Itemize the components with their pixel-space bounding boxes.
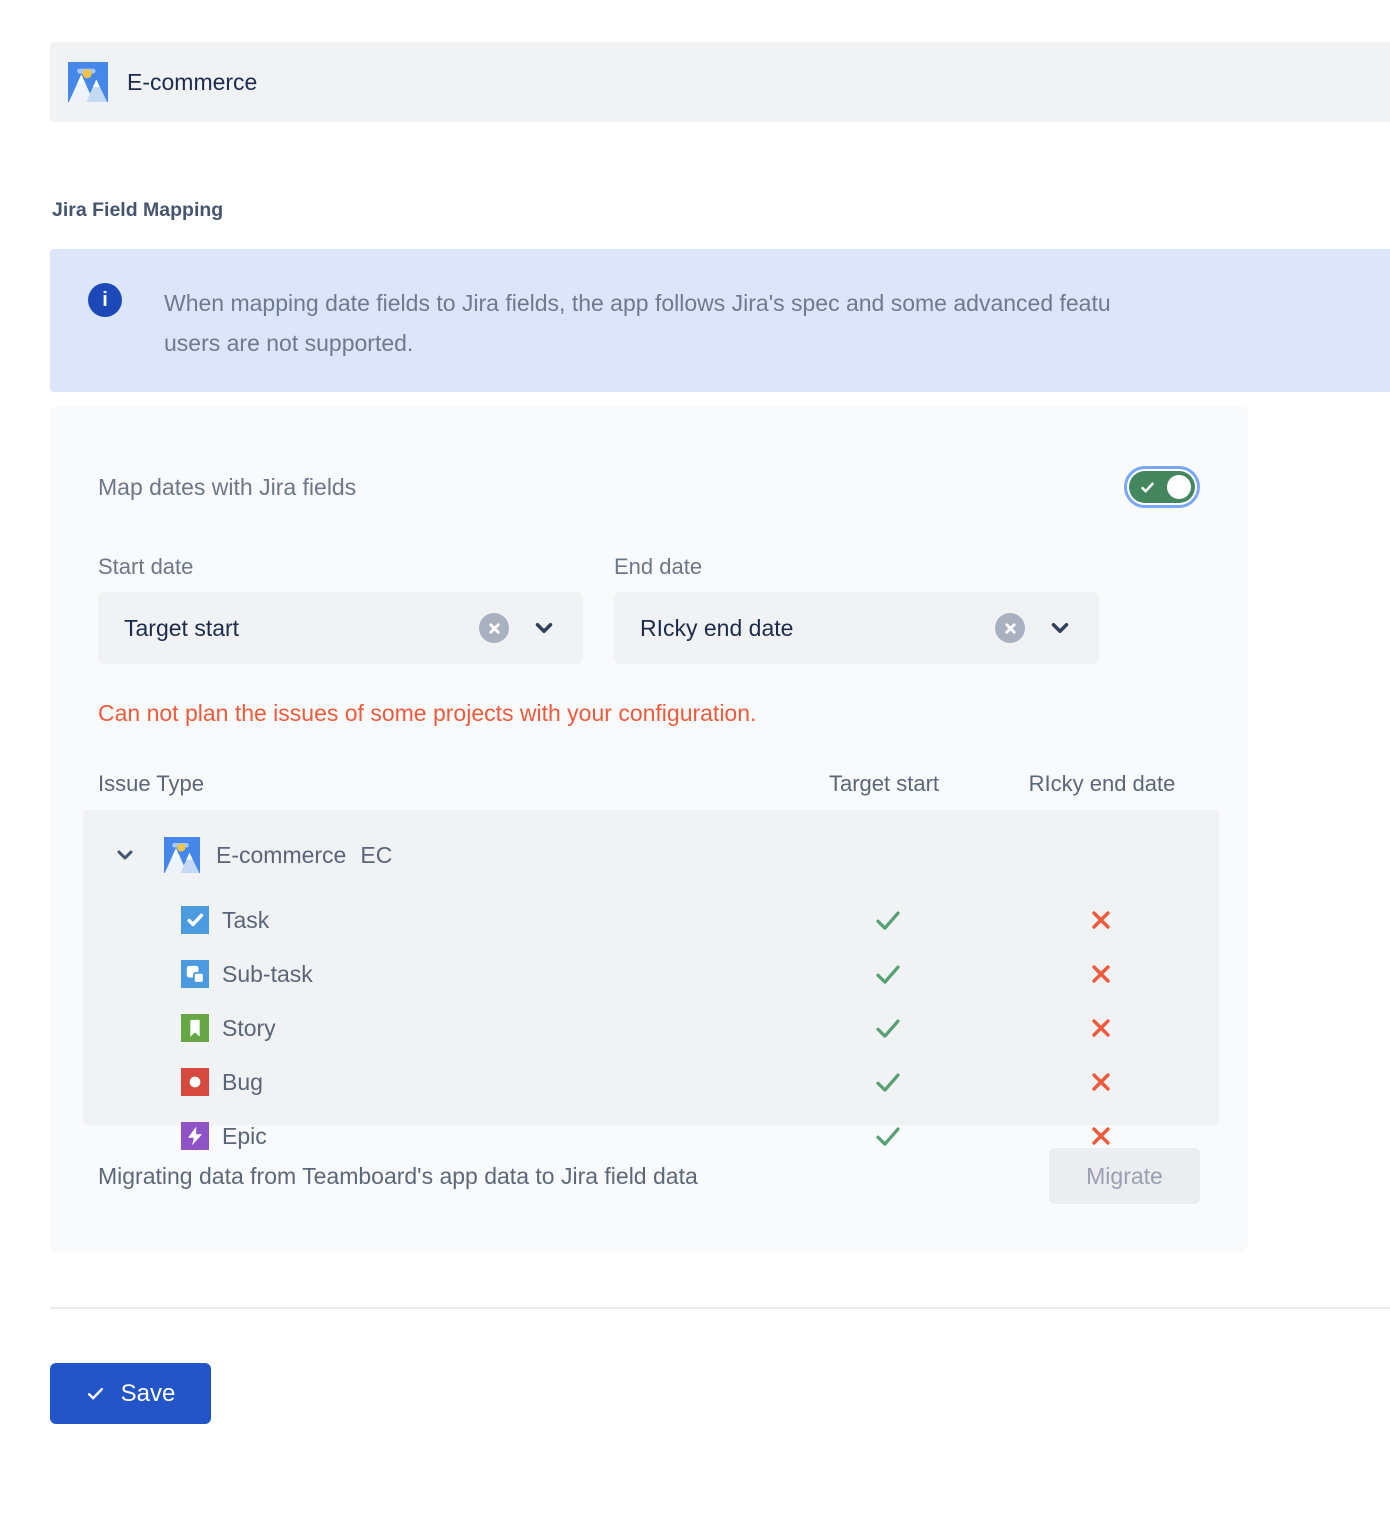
- table-row-task: [113, 893, 1219, 947]
- story-icon: [181, 1014, 209, 1042]
- save-button[interactable]: [50, 1363, 211, 1424]
- table-row-epic: [113, 1109, 1219, 1163]
- start-date-clear-icon[interactable]: [479, 613, 509, 643]
- epic-icon: [181, 1122, 209, 1150]
- project-name: E-commerce: [127, 68, 258, 95]
- save-button-label: Save: [120, 1379, 176, 1407]
- issue-type-label: Bug: [222, 1068, 263, 1095]
- table-row-story: [113, 1001, 1219, 1055]
- cross-icon: [1089, 962, 1113, 986]
- project-group-row[interactable]: [113, 831, 1219, 879]
- end-date-clear-icon[interactable]: [995, 613, 1025, 643]
- issue-type-label: Task: [222, 906, 270, 933]
- end-date-select[interactable]: [614, 592, 1099, 664]
- project-name: E-commerce: [216, 841, 347, 868]
- save-check-icon: [86, 1384, 105, 1403]
- project-avatar: [68, 62, 108, 102]
- page-title: Jira Field Mapping: [52, 199, 224, 221]
- toggle-check-icon: [1140, 480, 1155, 500]
- info-banner-text: [164, 283, 1111, 392]
- issue-type-label: Epic: [222, 1122, 267, 1149]
- cross-icon: [1089, 1124, 1113, 1148]
- expand-chevron-down-icon[interactable]: [113, 843, 137, 867]
- start-date-value: Target start: [124, 614, 240, 641]
- cross-icon: [1089, 1016, 1113, 1040]
- column-target-start: Target start: [828, 771, 940, 796]
- check-icon: [873, 1067, 903, 1097]
- map-dates-label: Map dates with Jira fields: [98, 473, 357, 500]
- column-issue-type: Issue Type: [98, 771, 204, 796]
- footer-divider: [50, 1307, 1390, 1309]
- table-row-bug: [113, 1055, 1219, 1109]
- start-date-select[interactable]: [98, 592, 583, 664]
- issue-table-header: [98, 771, 1200, 797]
- cross-icon: [1089, 1070, 1113, 1094]
- start-date-label: Start date: [98, 554, 194, 579]
- migrate-button[interactable]: Migrate: [1049, 1148, 1200, 1204]
- configuration-error-message: Can not plan the issues of some projects with your configuration.: [98, 700, 757, 726]
- end-date-value: RIcky end date: [640, 614, 794, 641]
- check-icon: [873, 1121, 903, 1151]
- migrate-description: Migrating data from Teamboard's app data to Jira field data: [98, 1162, 698, 1189]
- cross-icon: [1089, 908, 1113, 932]
- table-row-subtask: [113, 947, 1219, 1001]
- info-banner: [50, 249, 1390, 392]
- info-icon: i: [88, 283, 122, 317]
- project-key: EC: [360, 841, 393, 868]
- subtask-icon: [181, 960, 209, 988]
- info-banner-line2: users are not supported.: [164, 330, 414, 356]
- issue-type-table: [83, 810, 1219, 1149]
- check-icon: [873, 959, 903, 989]
- toggle-knob: [1167, 475, 1191, 499]
- task-icon: [181, 906, 209, 934]
- start-date-chevron-down-icon[interactable]: [531, 615, 557, 641]
- bug-icon: [181, 1068, 209, 1096]
- issue-type-label: Sub-task: [222, 960, 313, 987]
- check-icon: [873, 905, 903, 935]
- issue-type-label: Story: [222, 1014, 276, 1041]
- end-date-chevron-down-icon[interactable]: [1047, 615, 1073, 641]
- info-banner-line1: When mapping date fields to Jira fields, the app follows Jira's spec and some advanced featu: [164, 290, 1111, 316]
- project-avatar: [164, 837, 200, 873]
- column-end-date: RIcky end date: [1028, 771, 1176, 796]
- field-mapping-card: [50, 406, 1248, 1252]
- map-dates-toggle[interactable]: [1124, 466, 1200, 508]
- project-header-bar: [50, 42, 1390, 122]
- end-date-label: End date: [614, 554, 703, 579]
- check-icon: [873, 1013, 903, 1043]
